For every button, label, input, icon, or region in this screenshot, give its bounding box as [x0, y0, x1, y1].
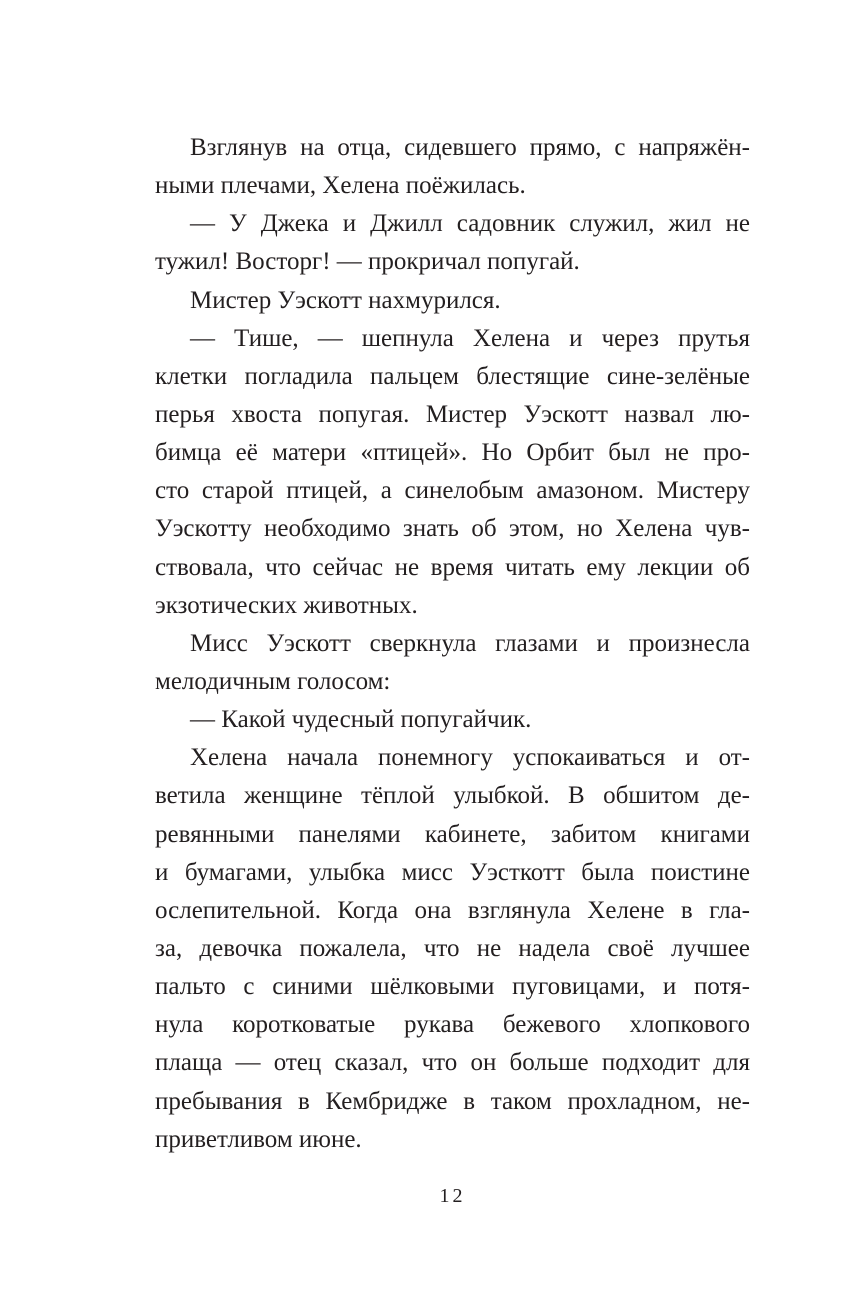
- page-number: 12: [439, 1185, 466, 1207]
- text-line: пальто с синими шёлковыми пуговицами, и потя-: [155, 973, 750, 1001]
- text-line: ветила женщине тёплой улыбкой. В обшитом де-: [155, 782, 750, 810]
- paragraph: [155, 701, 750, 739]
- paragraph: [155, 282, 750, 320]
- text-line: Мисс Уэскотт сверкнула глазами и произнесла: [190, 629, 750, 657]
- text-line: приветливом июне.: [155, 1125, 362, 1153]
- text-line: экзотических животных.: [155, 591, 418, 619]
- text-line: — Какой чудесный попугайчик.: [190, 706, 532, 734]
- text-line: тужил! Восторг! — прокричал попугай.: [155, 248, 580, 276]
- text-line: Уэскотту необходимо знать об этом, но Хелена чув-: [155, 515, 750, 543]
- text-line: мелодичным голосом:: [155, 667, 391, 695]
- text-line: ными плечами, Хелена поёжилась.: [155, 172, 526, 200]
- text-line: пребывания в Кембридже в таком прохладном, не-: [155, 1087, 750, 1115]
- text-line: — У Джека и Джилл садовник служил, жил не: [190, 210, 750, 238]
- paragraph: [155, 625, 750, 701]
- text-line: за, девочка пожалела, что не надела своё лучшее: [155, 934, 750, 962]
- text-line: Мистер Уэскотт нахмурился.: [190, 286, 501, 314]
- text-line: — Тише, — шепнула Хелена и через прутья: [190, 324, 750, 352]
- page-text: [155, 129, 750, 1159]
- paragraph: [155, 739, 750, 1159]
- text-line: ослепительной. Когда она взглянула Хелене в гла-: [155, 896, 750, 924]
- text-line: Хелена начала понемногу успокаиваться и от-: [190, 744, 750, 772]
- text-line: сто старой птицей, а синелобым амазоном. Мистеру: [155, 477, 750, 505]
- text-line: бимца её матери «птицей». Но Орбит был не про-: [155, 439, 750, 467]
- text-line: и бумагами, улыбка мисс Уэсткотт была поистине: [155, 858, 750, 886]
- paragraph: [155, 320, 750, 625]
- text-line: ревянными панелями кабинете, забитом книгами: [155, 820, 750, 848]
- text-line: Взглянув на отца, сидевшего прямо, с напряжён-: [190, 134, 750, 161]
- text-line: клетки погладила пальцем блестящие сине-зелёные: [155, 362, 750, 390]
- text-line: ствовала, что сейчас не время читать ему лекции об: [155, 553, 750, 581]
- text-line: перья хвоста попугая. Мистер Уэскотт назвал лю-: [155, 400, 750, 428]
- paragraph: [155, 129, 750, 205]
- text-line: нула коротковатые рукава бежевого хлопкового: [155, 1011, 750, 1039]
- paragraph: [155, 205, 750, 281]
- text-line: плаща — отец сказал, что он больше подходит для: [155, 1049, 750, 1077]
